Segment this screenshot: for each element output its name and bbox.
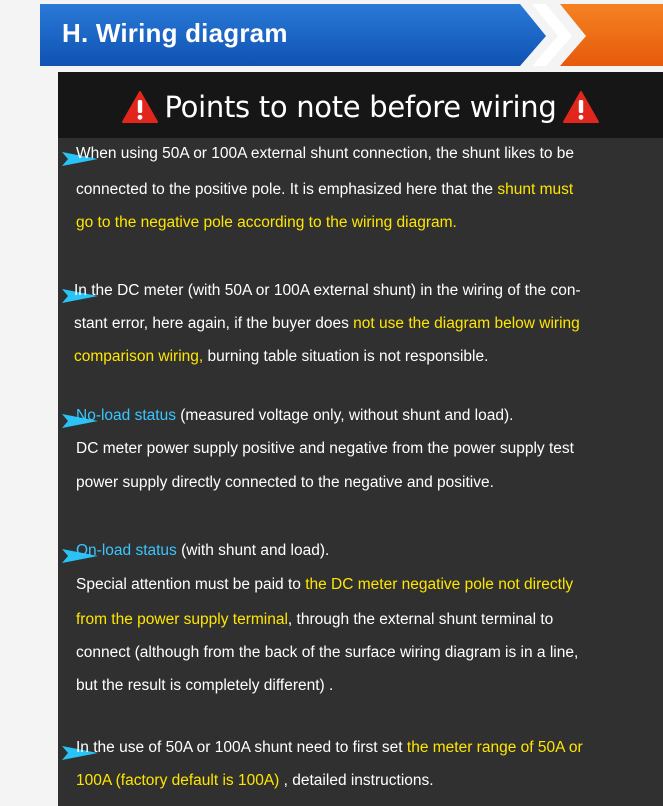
note-line [76, 406, 513, 426]
note-text: connect (although from the back of the surface wiring diagram is in a line, [76, 644, 579, 661]
note-text: DC meter power supply positive and negative from the power supply test [76, 440, 574, 457]
panel-title: Points to note before wiring [164, 90, 557, 124]
highlighted-text: go to the negative pole according to the wiring diagram. [76, 214, 457, 231]
note-line [76, 213, 457, 233]
note-text: but the result is completely different) . [76, 677, 334, 694]
highlighted-text: from the power supply terminal [76, 611, 288, 628]
note-text: When using 50A or 100A external shunt connection, the shunt likes to be [76, 145, 575, 162]
notes-panel [58, 72, 663, 806]
note-line [74, 314, 580, 334]
highlighted-text: 100A (factory default is 100A) [76, 772, 280, 789]
note-text: power supply directly connected to the negative and positive. [76, 474, 494, 491]
note-line [76, 144, 574, 164]
note-text: (with shunt and load). [176, 542, 330, 559]
note-text: In the DC meter (with 50A or 100A external shunt) in the wiring of the con- [74, 282, 581, 299]
highlighted-text: shunt must [497, 181, 574, 198]
note-line [74, 281, 581, 301]
note-line [76, 473, 494, 493]
note-text: Special attention must be paid to [76, 576, 306, 593]
note-line [76, 180, 573, 200]
note-line [76, 610, 553, 630]
highlighted-text: No-load status [76, 407, 176, 424]
note-text: burning table situation is not responsible. [203, 348, 489, 365]
highlighted-text: the DC meter negative pole not directly [305, 576, 574, 593]
panel-title-bar [58, 72, 663, 138]
highlighted-text: comparison wiring, [74, 348, 204, 365]
warning-triangle-icon [562, 90, 600, 124]
panel-title-row [58, 86, 663, 128]
note-line [76, 439, 574, 459]
warning-triangle-icon [121, 90, 159, 124]
highlighted-text: the meter range of 50A or [406, 739, 583, 756]
note-text: In the use of 50A or 100A shunt need to first set [76, 739, 407, 756]
note-line [76, 738, 583, 758]
note-text: (measured voltage only, without shunt and load). [175, 407, 514, 424]
highlighted-text: On-load status [76, 542, 177, 559]
note-line [76, 541, 329, 561]
highlighted-text: not use the diagram below wiring [353, 315, 580, 332]
note-text: stant error, here again, if the buyer does [74, 315, 354, 332]
note-line [74, 347, 488, 367]
note-line [76, 771, 434, 791]
note-line [76, 676, 333, 696]
section-title: H. Wiring diagram [62, 18, 288, 48]
note-text: , detailed instructions. [279, 772, 434, 789]
section-header-banner [0, 0, 663, 68]
note-text: connected to the positive pole. It is emphasized here that the [76, 181, 498, 198]
note-text: , through the external shunt terminal to [287, 611, 554, 628]
note-line [76, 575, 573, 595]
note-line [76, 643, 578, 663]
